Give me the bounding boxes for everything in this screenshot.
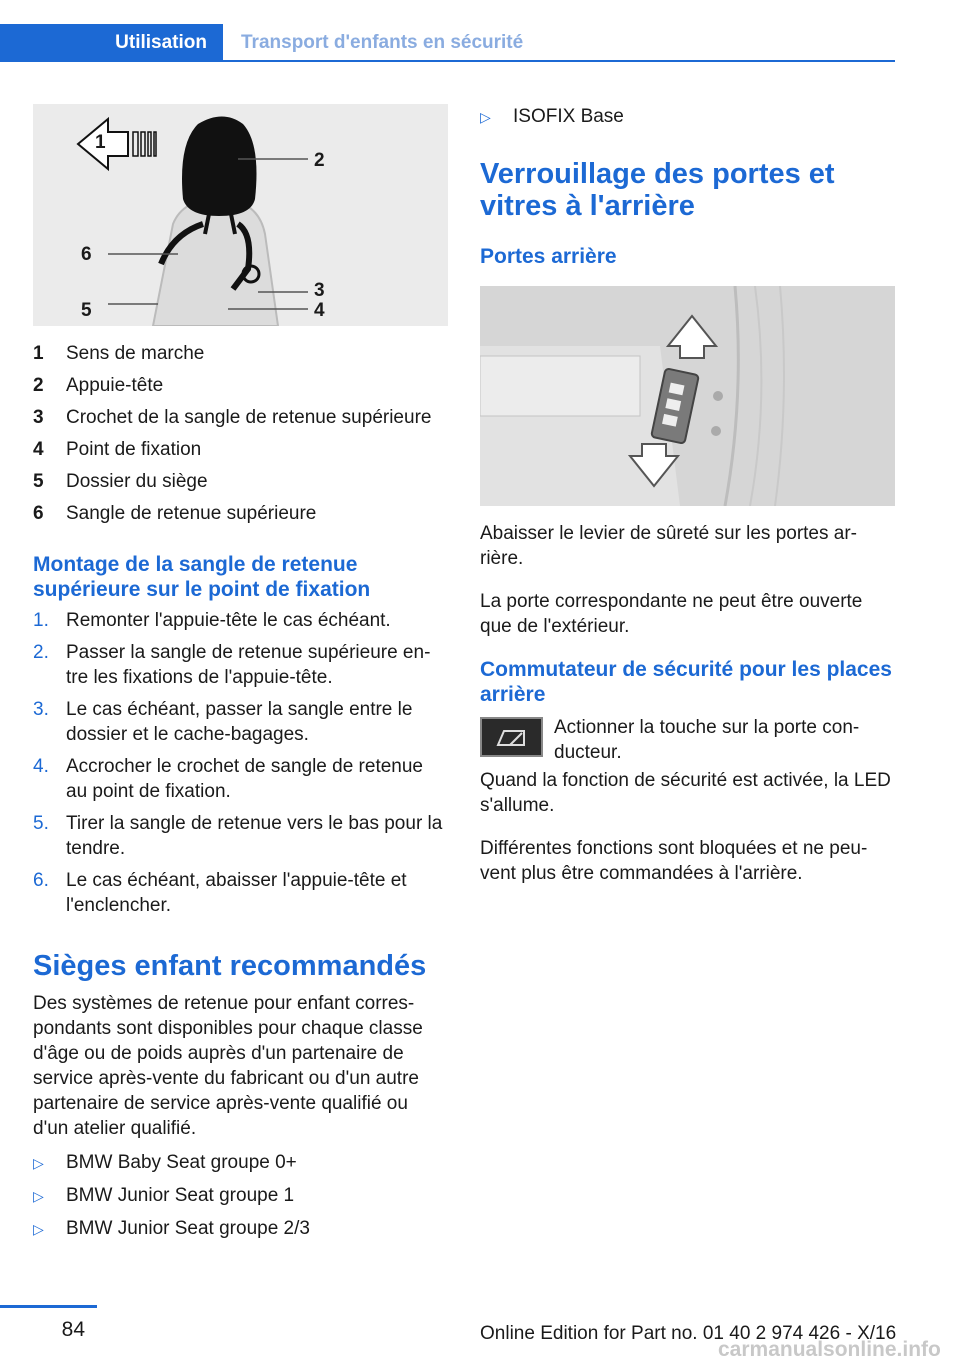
- door-lock-illustration: [480, 286, 895, 506]
- legend-number: 3: [33, 407, 44, 428]
- legend-text: Dossier du siège: [66, 471, 208, 492]
- legend-number: 6: [33, 503, 44, 524]
- door-lock-diagram: [480, 286, 895, 506]
- callout-6: 6: [81, 244, 92, 265]
- left-column: [33, 104, 448, 1249]
- legend-item: [33, 498, 448, 530]
- callout-4: 4: [314, 300, 325, 321]
- edition-text: Online Edition for Part no. 01 40 2 974 426 - X/16: [480, 1323, 897, 1344]
- list-item-text: BMW Junior Seat groupe 1: [66, 1185, 295, 1206]
- step-text: Le cas échéant, passer la sangle entre le dossier et le cache-bagages.: [66, 699, 413, 745]
- legend-number: 1: [33, 343, 44, 364]
- step-number: 4.: [33, 756, 49, 777]
- switch-heading: Commutateur de sécurité pour les places arrière: [480, 658, 892, 706]
- callout-3: 3: [314, 280, 325, 301]
- step-item: [33, 697, 448, 747]
- switch-text-3: Différentes fonctions sont bloquées et ne peu-vent plus être commandées à l'arrière.: [480, 838, 868, 884]
- list-item: [33, 1183, 448, 1209]
- list-item: [480, 104, 895, 130]
- legend-item: [33, 338, 448, 370]
- rear-doors-heading: Portes arrière: [480, 245, 617, 268]
- legend-number: 4: [33, 439, 44, 460]
- locking-heading: Verrouillage des portes et vitres à l'arrière: [480, 158, 835, 222]
- bullet-triangle-icon: ▷: [33, 1188, 44, 1204]
- callout-5: 5: [81, 300, 92, 321]
- switch-instruction: [480, 715, 895, 765]
- legend-number: 2: [33, 375, 44, 396]
- legend-item: [33, 466, 448, 498]
- legend-item: [33, 434, 448, 466]
- legend-text: Crochet de la sangle de retenue supérieure: [66, 407, 432, 428]
- page-header: [0, 24, 895, 62]
- legend-text: Point de fixation: [66, 439, 202, 460]
- step-number: 2.: [33, 642, 49, 663]
- switch-text-2: Quand la fonction de sécurité est activée, la LED s'allume.: [480, 770, 891, 816]
- switch-text: Actionner la touche sur la porte con-ducteur.: [554, 717, 860, 763]
- legend-list: [33, 338, 448, 530]
- callout-2: 2: [314, 150, 325, 171]
- step-text: Remonter l'appuie-tête le cas échéant.: [66, 610, 391, 631]
- step-item: [33, 640, 448, 690]
- legend-text: Appuie-tête: [66, 375, 164, 396]
- legend-item: [33, 370, 448, 402]
- recommended-heading: Sièges enfant recommandés: [33, 950, 427, 982]
- callout-1: 1: [95, 132, 106, 153]
- bullet-triangle-icon: ▷: [33, 1221, 44, 1237]
- step-text: Le cas échéant, abaisser l'appuie-tête et l'enclencher.: [66, 870, 407, 916]
- list-item-text: ISOFIX Base: [513, 106, 624, 127]
- recommended-list: [33, 1150, 448, 1242]
- step-number: 6.: [33, 870, 49, 891]
- legend-item: [33, 402, 448, 434]
- step-number: 3.: [33, 699, 49, 720]
- step-item: [33, 868, 448, 918]
- page-number: 84: [61, 1318, 85, 1341]
- step-text: Tirer la sangle de retenue vers le bas pour la tendre.: [66, 813, 443, 859]
- step-number: 1.: [33, 610, 49, 631]
- rear-doors-text-1: Abaisser le levier de sûreté sur les portes ar-rière.: [480, 523, 857, 569]
- tab-section[interactable]: Transport d'enfants en sécurité: [241, 32, 524, 53]
- headrest-illustration: [33, 104, 448, 326]
- legend-text: Sangle de retenue supérieure: [66, 503, 317, 524]
- list-item-text: BMW Junior Seat groupe 2/3: [66, 1218, 310, 1239]
- rear-doors-text-2: La porte correspondante ne peut être ouverte que de l'extérieur.: [480, 591, 863, 637]
- window-lock-icon: [482, 719, 541, 755]
- mounting-heading: Montage de la sangle de retenue supérieure sur le point de fixation: [33, 553, 371, 601]
- step-text: Accrocher le crochet de sangle de retenue au point de fixation.: [66, 756, 423, 802]
- mounting-steps: [33, 608, 448, 918]
- step-item: [33, 754, 448, 804]
- step-number: 5.: [33, 813, 49, 834]
- child-lock-button-icon: [480, 717, 543, 757]
- step-item: [33, 608, 448, 633]
- legend-text: Sens de marche: [66, 343, 205, 364]
- right-column: [480, 104, 895, 886]
- list-item-text: BMW Baby Seat groupe 0+: [66, 1152, 297, 1173]
- legend-number: 5: [33, 471, 44, 492]
- step-item: [33, 811, 448, 861]
- bullet-triangle-icon: ▷: [480, 109, 491, 125]
- recommended-intro: Des systèmes de retenue pour enfant corres-pondants sont disponibles pour chaque classe d'âge ou de poids auprès d'un partenaire de service après-vente du fabricant ou d'un autre partenaire de service après-vente qualifié ou d'un atelier qualifié.: [33, 993, 423, 1139]
- watermark: carmanualsonline.info: [718, 1338, 941, 1361]
- list-item: [33, 1150, 448, 1176]
- tab-utilisation[interactable]: Utilisation: [0, 24, 223, 62]
- step-text: Passer la sangle de retenue supérieure en-tre les fixations de l'appuie-tête.: [66, 642, 431, 688]
- header-rule: [0, 60, 895, 62]
- list-item: [33, 1216, 448, 1242]
- bullet-triangle-icon: ▷: [33, 1155, 44, 1171]
- footer-rule: [0, 1305, 97, 1308]
